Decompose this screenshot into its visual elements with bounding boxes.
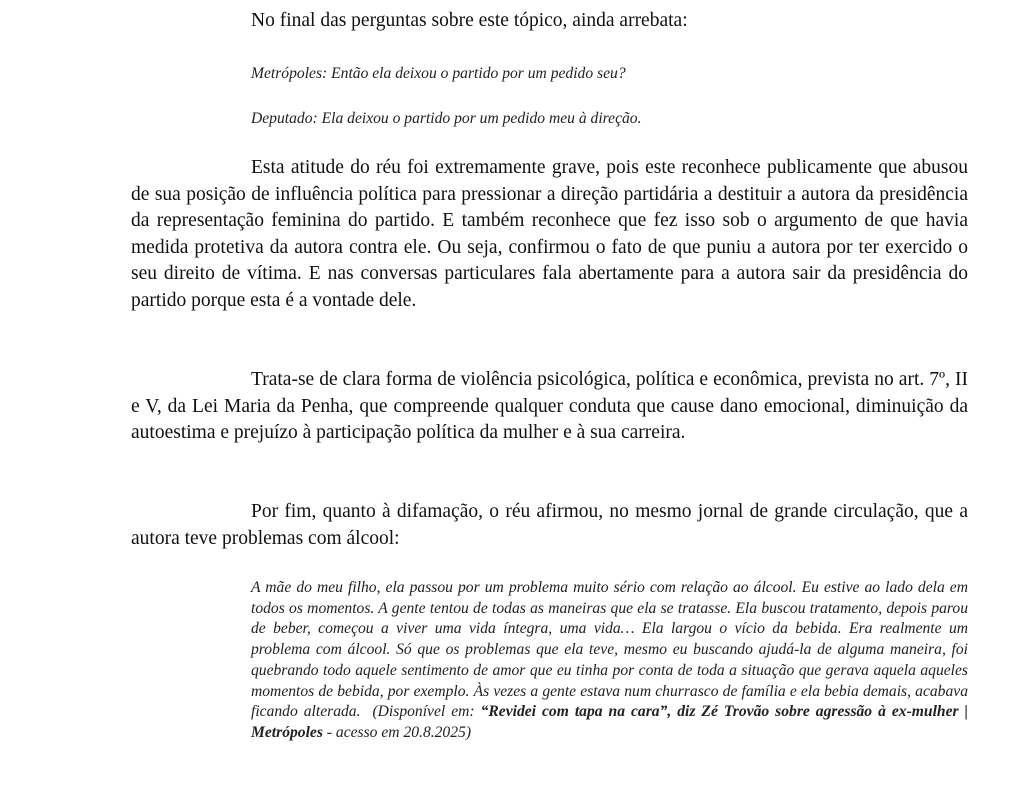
body-paragraph-2: Trata-se de clara forma de violência psicológica, política e econômica, prevista no art. 7º, II e V, da Lei Maria da Penha, que compreende qualquer conduta que cause dano emocional, diminuição da autoestima e prejuízo à participação política da mulher e à sua carreira. bbox=[131, 369, 968, 443]
dialogue-answer: Deputado: Ela deixou o partido por um pedido meu à direção. bbox=[251, 110, 642, 127]
body-paragraph-3: Por fim, quanto à difamação, o réu afirmou, no mesmo jornal de grande circulação, que a autora teve problemas com álcool: bbox=[131, 501, 968, 549]
dialogue-question: Metrópoles: Então ela deixou o partido por um pedido seu? bbox=[251, 65, 626, 82]
quotation-text: A mãe do meu filho, ela passou por um problema muito sério com relação ao álcool. Eu estive ao lado dela em todos os momentos. A gente tentou de todas as maneiras que ela se tratasse. Ela buscou tratamento, depois parou de beber, começou a viver uma vida íntegra, uma vida… Ela largou o vício da bebida. Era realmente um problema com álcool. Só que os problemas que ela teve, mesmo eu buscando ajudá-la de alguma maneira, foi quebrando todo aquele sentimento de amor que eu tinha por conta de toda a situação que gerava aquela aqueles momentos de bebida, por exemplo. Às vezes a gente estava num churrasco de família e ela bebia demais, acabava ficando alterada. bbox=[251, 579, 968, 721]
intro-line: No final das perguntas sobre este tópico, ainda arrebata: bbox=[251, 10, 688, 31]
block-quotation bbox=[251, 578, 968, 744]
source-suffix: - acesso em 20.8.2025) bbox=[322, 723, 472, 741]
body-paragraph-1: Esta atitude do réu foi extremamente grave, pois este reconhece publicamente que abusou de sua posição de influência política para pressionar a direção partidária a destituir a autora da presidência da representação feminina do partido. E também reconhece que fez isso sob o argumento de que havia medida protetiva da autora contra ele. Ou seja, confirmou o fato de que puniu a autora por ter exercido o seu direito de vítima. E nas conversas particulares fala abertamente para a autora sair da presidência do partido porque esta é a vontade dele. bbox=[131, 157, 968, 311]
source-prefix: (Disponível em: bbox=[372, 703, 481, 721]
source-title: “Revidei com tapa na cara”, diz Zé Trovão sobre agressão à ex-mulher | Metrópoles bbox=[251, 703, 968, 741]
